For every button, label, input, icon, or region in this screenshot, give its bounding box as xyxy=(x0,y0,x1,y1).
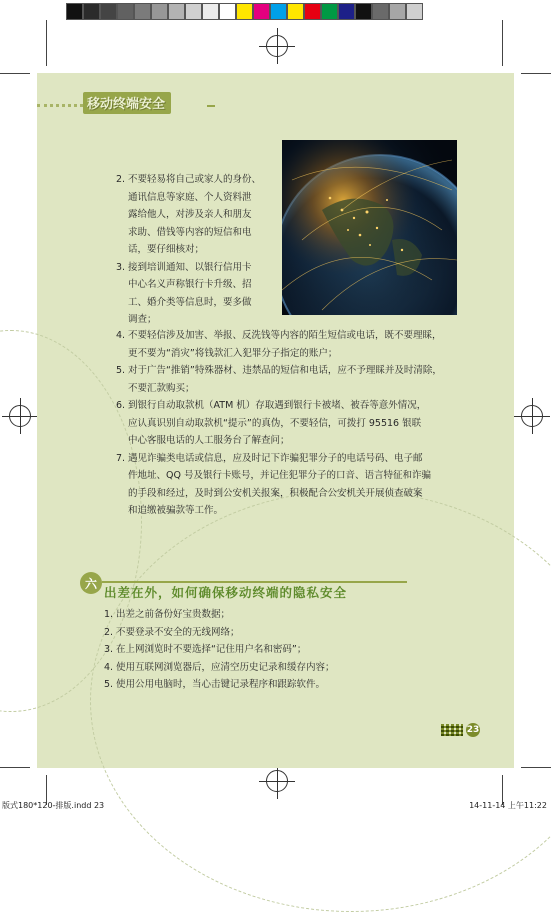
item-text-line: 应认真识别自动取款机“提示”的真伪，不要轻信，可拨打 95516 银联 xyxy=(128,417,422,429)
full-item-list xyxy=(116,327,476,520)
upper-item-list xyxy=(116,171,284,329)
item-text-line: 接到培训通知、以银行信用卡 xyxy=(128,261,252,273)
section-six-title: 出差在外，如何确保移动终端的隐私安全 xyxy=(104,585,348,600)
page-number: 23 xyxy=(466,725,480,735)
section-six-list xyxy=(104,606,434,694)
item-number: 3. xyxy=(116,261,126,273)
item-text: 使用公用电脑时，当心击键记录程序和跟踪软件。 xyxy=(116,679,326,690)
color-calibration-bar xyxy=(66,3,423,20)
list-item xyxy=(116,450,476,520)
crop-mark xyxy=(46,20,47,66)
list-item xyxy=(116,327,476,362)
crop-mark xyxy=(521,73,551,74)
section-header xyxy=(37,92,217,112)
color-swatch xyxy=(83,3,100,20)
color-swatch xyxy=(134,3,151,20)
color-swatch xyxy=(66,3,83,20)
item-text-line: 通讯信息等家庭、个人资料泄 xyxy=(128,191,252,203)
color-swatch xyxy=(100,3,117,20)
header-title: 移动终端安全 xyxy=(83,92,171,114)
item-number: 3. xyxy=(104,644,114,655)
item-text-line: 工、婚介类等信息时，要多做 xyxy=(128,296,252,308)
registration-mark xyxy=(521,405,543,427)
item-number: 4. xyxy=(104,661,114,673)
item-text: 出差之前备份好宝贵数据； xyxy=(116,609,231,620)
crop-mark xyxy=(0,73,30,74)
earth-illustration xyxy=(282,140,457,315)
color-swatch xyxy=(304,3,321,20)
color-swatch xyxy=(338,3,355,20)
item-text-line: 和追缴被骗款等工作。 xyxy=(128,505,224,516)
list-item xyxy=(104,606,434,624)
slug-left: 版式180*120-排版.indd 23 xyxy=(2,801,105,810)
color-swatch xyxy=(236,3,253,20)
crop-mark xyxy=(0,767,30,768)
item-text-line: 对于广告“推销”特殊器材、违禁品的短信和电话，应不予理睬并及时清除， xyxy=(128,365,442,376)
header-rule xyxy=(207,105,215,107)
item-text: 在上网浏览时不要选择“记住用户名和密码”； xyxy=(116,644,307,655)
color-swatch xyxy=(406,3,423,20)
header-dotted-line xyxy=(37,104,83,107)
item-number: 5. xyxy=(116,365,126,376)
color-swatch xyxy=(389,3,406,20)
color-swatch xyxy=(202,3,219,20)
item-text-line: 不要轻易将自己或家人的身份、 xyxy=(128,174,262,185)
color-swatch xyxy=(168,3,185,20)
item-number: 2. xyxy=(104,626,114,638)
list-item xyxy=(116,362,476,397)
item-text-line: 更不要为“消灾”将钱款汇入犯罪分子指定的账户； xyxy=(128,347,338,359)
list-item xyxy=(104,659,434,677)
color-swatch xyxy=(321,3,338,20)
color-swatch xyxy=(185,3,202,20)
item-number: 4. xyxy=(116,330,126,341)
item-number: 7. xyxy=(116,452,126,464)
item-text-line: 的手段和经过，及时到公安机关报案，积极配合公安机关开展侦查破案 xyxy=(128,487,423,499)
color-swatch xyxy=(355,3,372,20)
list-item xyxy=(116,397,476,450)
item-text-line: 到银行自动取款机（ATM 机）存取遇到银行卡被堵、被吞等意外情况， xyxy=(128,400,427,411)
item-number: 6. xyxy=(116,400,126,411)
item-text-line: 遇见诈骗类电话或信息，应及时记下诈骗犯罪分子的电话号码、电子邮 xyxy=(128,452,423,464)
page-number-block xyxy=(441,723,480,737)
section-six-header xyxy=(80,570,410,610)
list-item xyxy=(104,641,434,659)
item-text-line: 话，要仔细核对； xyxy=(128,244,205,255)
color-swatch xyxy=(253,3,270,20)
list-item xyxy=(116,259,284,329)
item-text-line: 中心客服电话的人工服务台了解查问； xyxy=(128,435,290,446)
section-number-badge: 六 xyxy=(80,572,102,594)
item-number: 2. xyxy=(116,174,126,185)
crop-mark xyxy=(502,20,503,66)
earth-network-image xyxy=(282,140,457,315)
color-swatch xyxy=(287,3,304,20)
color-swatch xyxy=(151,3,168,20)
page-number-pattern-icon xyxy=(441,724,463,736)
list-item xyxy=(104,676,434,694)
item-number: 5. xyxy=(104,679,114,690)
slug-right: 14-11-14 上午11:22 xyxy=(469,801,547,810)
color-swatch xyxy=(219,3,236,20)
color-swatch xyxy=(117,3,134,20)
list-item xyxy=(104,624,434,642)
list-item xyxy=(116,171,284,259)
item-text-line: 求助、借钱等内容的短信和电 xyxy=(128,226,252,238)
item-text: 不要登录不安全的无线网络； xyxy=(116,626,240,638)
item-text-line: 露给他人，对涉及亲人和朋友 xyxy=(128,209,252,220)
registration-mark xyxy=(266,35,288,57)
item-text-line: 件地址、QQ 号及银行卡账号，并记住犯罪分子的口音、语言特征和诈骗 xyxy=(128,470,431,481)
item-text-line: 调查； xyxy=(128,314,157,325)
color-swatch xyxy=(372,3,389,20)
color-swatch xyxy=(270,3,287,20)
item-text-line: 中心名义声称银行卡升级、招 xyxy=(128,279,252,290)
item-text-line: 不要汇款购买； xyxy=(128,382,195,394)
item-number: 1. xyxy=(104,609,114,620)
item-text: 使用互联网浏览器后，应清空历史记录和缓存内容； xyxy=(116,661,335,673)
item-text-line: 不要轻信涉及加害、举报、反洗钱等内容的陌生短信或电话，既不要理睬， xyxy=(128,330,442,341)
